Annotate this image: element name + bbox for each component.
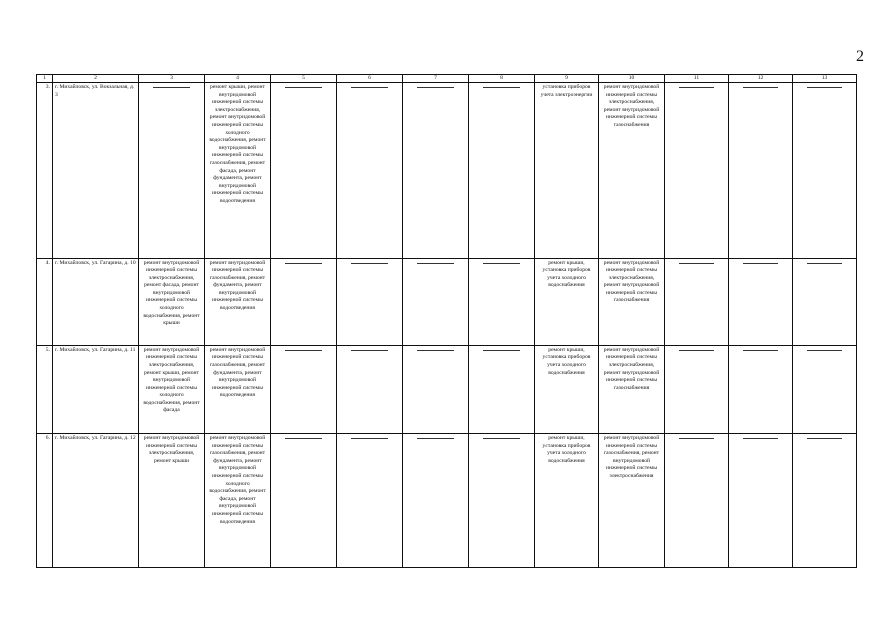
address-cell: г. Михайловск, ул. Гагарина, д. 11 (53, 345, 139, 433)
works-cell: ремонт внутридомовой инженерной системы электроснабжения, ремонт крыши, ремонт внутридомовой инженерной системы холодного водоснабжения, ремонт фасада (139, 345, 205, 433)
dash-mark (153, 87, 190, 88)
row-number: 6. (37, 434, 53, 568)
header-row (37, 75, 857, 83)
row-number: 5. (37, 345, 53, 433)
empty-cell (665, 434, 729, 568)
column-header: 3 (139, 75, 205, 83)
column-header: 12 (729, 75, 793, 83)
empty-cell (665, 83, 729, 259)
dash-mark (351, 438, 388, 439)
dash-mark (743, 87, 778, 88)
page-number: 2 (856, 48, 864, 65)
address-cell: г. Михайловск, ул. Гагарина, д. 12 (53, 434, 139, 568)
table-row (37, 345, 857, 433)
dash-mark (679, 263, 714, 264)
row-number: 3. (37, 83, 53, 259)
works-cell: установка приборов учета электроэнергии (535, 83, 599, 259)
works-cell: ремонт внутридомовой инженерной системы электроснабжения, ремонт фасада, ремонт внутридомовой инженерной системы холодного водоснабжения, ремонт крыши (139, 258, 205, 345)
dash-mark (743, 350, 778, 351)
works-cell: ремонт крыши, установка приборов учета холодного водоснабжения (535, 345, 599, 433)
dash-mark (351, 87, 388, 88)
empty-cell (469, 83, 535, 259)
empty-cell (271, 345, 337, 433)
empty-cell (729, 345, 793, 433)
works-cell: ремонт внутридомовой инженерной системы электроснабжения, ремонт внутридомовой инженерной системы газоснабжения (599, 345, 665, 433)
works-cell: ремонт внутридомовой инженерной системы газоснабжения, ремонт фундамента, ремонт внутридомовой инженерной системы водоотведения (205, 345, 271, 433)
empty-cell (729, 83, 793, 259)
dash-mark (351, 350, 388, 351)
empty-cell (469, 434, 535, 568)
dash-mark (417, 438, 454, 439)
column-header: 8 (469, 75, 535, 83)
empty-cell (271, 434, 337, 568)
table-row (37, 434, 857, 568)
empty-cell (793, 258, 857, 345)
works-table (36, 74, 857, 568)
empty-cell (271, 83, 337, 259)
dash-mark (483, 263, 520, 264)
dash-mark (807, 438, 842, 439)
empty-cell (271, 258, 337, 345)
column-header: 5 (271, 75, 337, 83)
dash-mark (285, 350, 322, 351)
empty-cell (793, 345, 857, 433)
dash-mark (351, 263, 388, 264)
empty-cell (469, 345, 535, 433)
dash-mark (483, 438, 520, 439)
dash-mark (807, 350, 842, 351)
works-cell: ремонт крыши, установка приборов учета холодного водоснабжения (535, 434, 599, 568)
empty-cell (403, 258, 469, 345)
column-header: 4 (205, 75, 271, 83)
works-cell: ремонт внутридомовой инженерной системы газоснабжения, ремонт фундамента, ремонт внутридомовой инженерной системы водоотведения (205, 258, 271, 345)
works-cell: ремонт крыши, установка приборов учета холодного водоснабжения (535, 258, 599, 345)
column-header: 2 (53, 75, 139, 83)
dash-mark (483, 87, 520, 88)
empty-cell (403, 434, 469, 568)
column-header: 1 (37, 75, 53, 83)
row-number: 4. (37, 258, 53, 345)
dash-mark (483, 350, 520, 351)
dash-mark (417, 263, 454, 264)
table-row (37, 258, 857, 345)
empty-cell (139, 83, 205, 259)
dash-mark (285, 263, 322, 264)
empty-cell (337, 434, 403, 568)
empty-cell (729, 434, 793, 568)
dash-mark (285, 438, 322, 439)
empty-cell (665, 258, 729, 345)
column-header: 7 (403, 75, 469, 83)
dash-mark (417, 87, 454, 88)
works-cell: ремонт внутридомовой инженерной системы электроснабжения, ремонт внутридомовой инженерной системы газоснабжения (599, 83, 665, 259)
empty-cell (729, 258, 793, 345)
empty-cell (793, 83, 857, 259)
empty-cell (337, 345, 403, 433)
column-header: 11 (665, 75, 729, 83)
column-header: 6 (337, 75, 403, 83)
address-cell: г. Михайловск, ул. Вокзальная, д. 3 (53, 83, 139, 259)
dash-mark (285, 87, 322, 88)
works-cell: ремонт внутридомовой инженерной системы электроснабжения, ремонт крыши (139, 434, 205, 568)
dash-mark (679, 350, 714, 351)
dash-mark (679, 438, 714, 439)
works-cell: ремонт внутридомовой инженерной системы газоснабжения, ремонт фундамента, ремонт внутридомовой инженерной системы холодного водоснабжения, ремонт фасада, ремонт внутридомовой инженерной системы водоотведения (205, 434, 271, 568)
dash-mark (743, 438, 778, 439)
dash-mark (743, 263, 778, 264)
empty-cell (403, 83, 469, 259)
dash-mark (807, 87, 842, 88)
column-header: 10 (599, 75, 665, 83)
dash-mark (679, 87, 714, 88)
works-cell: ремонт внутридомовой инженерной системы газоснабжения, ремонт внутридомовой инженерной системы электроснабжения (599, 434, 665, 568)
dash-mark (807, 263, 842, 264)
column-header: 9 (535, 75, 599, 83)
dash-mark (417, 350, 454, 351)
empty-cell (793, 434, 857, 568)
empty-cell (403, 345, 469, 433)
works-cell: ремонт крыши, ремонт внутридомовой инженерной системы электроснабжения, ремонт внутридомовой инженерной системы холодного водоснабжения, ремонт внутридомовой инженерной системы газоснабжения, ремонт фасада, ремонт фундамента, ремонт внутридомовой инженерной системы водоотведения (205, 83, 271, 259)
empty-cell (337, 83, 403, 259)
address-cell: г. Михайловск, ул. Гагарина, д. 10 (53, 258, 139, 345)
table-row (37, 83, 857, 259)
works-cell: ремонт внутридомовой инженерной системы электроснабжения, ремонт внутридомовой инженерной системы газоснабжения (599, 258, 665, 345)
empty-cell (469, 258, 535, 345)
column-header: 13 (793, 75, 857, 83)
empty-cell (337, 258, 403, 345)
empty-cell (665, 345, 729, 433)
